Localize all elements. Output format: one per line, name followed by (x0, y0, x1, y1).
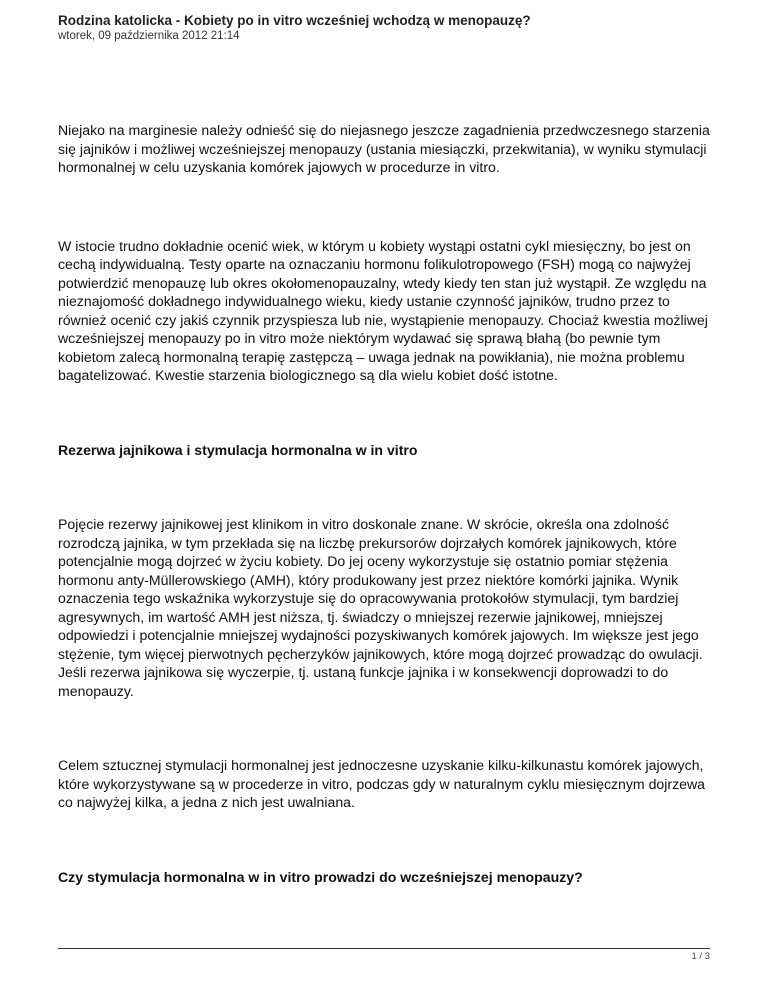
page-number: 1 / 3 (691, 951, 710, 962)
paragraph-menopause-age: W istocie trudno dokładnie ocenić wiek, w którym u kobiety wystąpi ostatni cykl miesięczny, bo jest on cechą indywidualną. Testy oparte na oznaczaniu hormonu folikulotropowego (FSH) mogą co najwyżej potwierdzić menopauzę lub okres okołomenopauzalny, wtedy kiedy ten stan już wystąpił. Ze względu na nieznajomość dokładnego indywidualnego wieku, kiedy ustanie czynność jajników, trudno przez to również ocenić czy jakiś czynnik przyspiesza lub nie, wystąpienie menopauzy. Chociaż kwestia możliwej wcześniejszej menopauzy po in vitro może niektórym wydawać się sprawą błahą (bo pewnie tym kobietom zalecą hormonalną terapię zastępczą – uwaga jednak na powikłania), nie można problemu bagatelizować. Kwestie starzenia biologicznego są dla wielu kobiet dość istotne. (58, 237, 708, 383)
article-body (58, 121, 718, 886)
footer-divider (58, 948, 710, 949)
paragraph-stimulation-goal: Celem sztucznej stymulacji hormonalnej jest jednoczesne uzyskanie kilku-kilkunastu komórek jajowych, które wykorzystywane są w procederze in vitro, podczas gdy w naturalnym cyklu miesięcznym dojrzewa co najwyżej kilka, a jedna z nich jest uwalniana. (58, 757, 705, 810)
page-header (58, 12, 710, 43)
document-title: Rodzina katolicka - Kobiety po in vitro wcześniej wchodzą w menopauzę? (58, 13, 531, 28)
section-heading-early-menopause: Czy stymulacja hormonalna w in vitro prowadzi do wcześniejszej menopauzy? (58, 868, 583, 885)
section-heading-ovarian-reserve: Rezerwa jajnikowa i stymulacja hormonalna w in vitro (58, 441, 418, 458)
paragraph-intro: Niejako na marginesie należy odnieść się do niejasnego jeszcze zagadnienia przedwczesnego starzenia się jajników i możliwej wcześniejszej menopauzy (ustania miesiączki, przekwitania), w wyniku stymulacji hormonalnej w celu uzyskania komórek jajowych w procedurze in vitro. (58, 122, 710, 175)
paragraph-ovarian-reserve: Pojęcie rezerwy jajnikowej jest klinikom in vitro doskonale znane. W skrócie, określa ona zdolność rozrodczą jajnika, w tym przekłada się na liczbę prekursorów dojrzałych komórek jajnikowych, które potencjalnie mogą dojrzeć w życiu kobiety. Do jej oceny wykorzystuje się ostatnio pomiar stężenia hormonu anty-Müllerowskiego (AMH), który produkowany jest przez niektóre komórki jajnika. Wynik oznaczenia tego wskaźnika wykorzystuje się do opracowywania protokołów stymulacji, tym bardziej agresywnych, im wartość AMH jest niższa, tj. świadczy o mniejszej rezerwie jajnikowej, mniejszej odpowiedzi i potencjalnie mniejszej wydajności pozyskiwanych komórek jajowych. Im większe jest jego stężenie, tym więcej pierwotnych pęcherzyków jajnikowych, które mogą dojrzeć prowadząc do owulacji. Jeśli rezerwa jajnikowa się wyczerpie, tj. ustaną funkcje jajnika i w konsekwencji doprowadzi to do menopauzy. (58, 516, 703, 699)
publish-date: wtorek, 09 października 2012 21:14 (58, 30, 240, 42)
